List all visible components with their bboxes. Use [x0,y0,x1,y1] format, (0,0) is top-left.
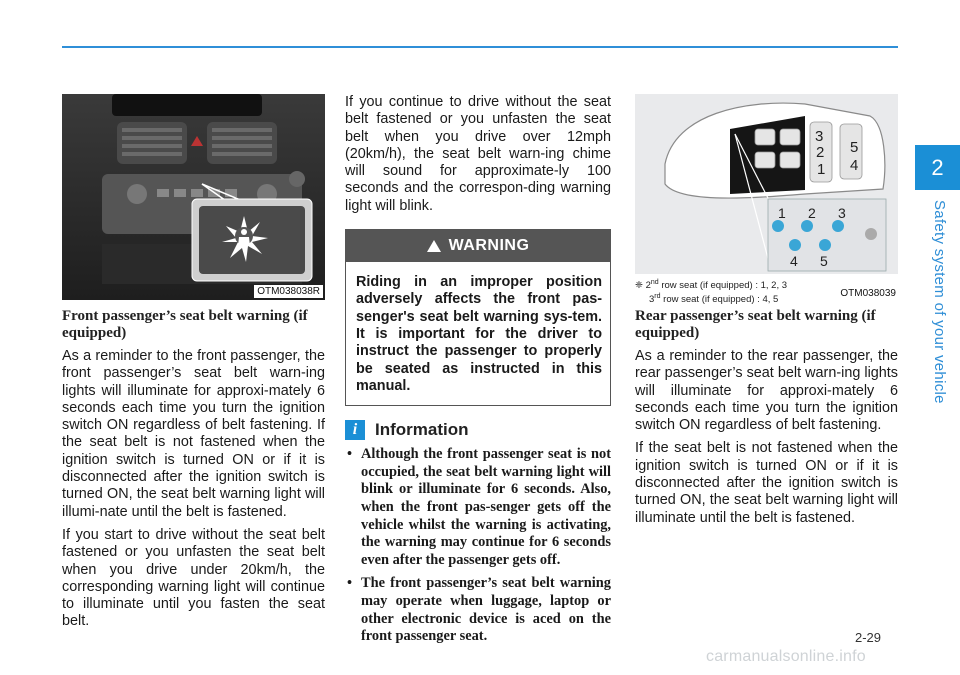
svg-text:2: 2 [816,144,825,161]
warning-box [345,229,611,406]
rear-passenger-heading: Rear passenger’s seat belt warning (if equipped) [635,308,876,341]
watermark: carmanualsonline.info [706,648,866,665]
information-header [345,420,611,440]
rear-figure-caption [635,277,787,305]
svg-text:1: 1 [817,161,826,178]
right-column [635,94,898,527]
information-list [345,446,611,646]
list-item: • Although the front passenger seat is not occupied, the seat belt warning light will blink or illuminate for 6 seconds. Also, when the front pas-senger gets off the vehicle whilst the warning is activating, the warning may continue for 6 seconds even after the passenger gets off. [345,446,611,569]
front-passenger-heading: Front passenger’s seat belt warning (if equipped) [62,308,308,341]
rear-seat-figure [635,94,898,306]
chapter-tab [915,145,960,190]
left-body [62,348,325,631]
middle-body [345,94,611,215]
caption-row-3: 3 [649,294,655,306]
svg-text:3: 3 [815,128,824,145]
dashboard-figure [62,94,325,300]
information-title: Information [375,420,469,440]
svg-text:2: 2 [808,205,816,221]
middle-column [345,94,611,652]
dashboard-illustration [62,94,325,300]
list-item: • The front passenger’s seat belt warning may operate when luggage, laptop or other electronic device is aced on the front passenger seat. [345,575,611,645]
info-icon: i [345,420,365,440]
svg-text:4: 4 [790,253,798,269]
right-paragraph-1: As a reminder to the rear passenger, the rear passenger’s seat belt warn-ing lights will illuminate for approxi-mately 6 seconds each time you turn the ignition switch ON regardless of belt fastening. [635,348,898,434]
svg-text:5: 5 [850,139,859,156]
svg-text:3: 3 [838,205,846,221]
caption-row-2: 2 [645,280,651,292]
caption-sup: nd [650,279,659,286]
caption-sup: rd [654,293,661,301]
svg-text:4: 4 [850,157,859,174]
chapter-title-text: Safety system of your vehicle [931,200,948,404]
caption-text: row seat (if equipped) : 1, 2, 3 [658,280,788,292]
left-paragraph-2: If you start to drive without the seat belt fastened or you unfasten the seat belt when you drive under 20km/h, the corresponding warning light will continue to illuminate until you fasten the seat belt. [62,526,325,630]
left-column [62,94,325,631]
figure-code: OTM038039 [840,288,896,299]
warning-title: WARNING [448,237,530,255]
left-paragraph-1: As a reminder to the front passenger, the front passenger’s seat belt warn-ing lights will illuminate for approxi-mately 6 seconds each time you turn the ignition switch ON regardless of belt fastening. If the seat belt is not fastened when the ignition switch is turned ON or if it is disconnected after the ignition switch is turned ON, the seat belt warning light will illumi-nate until the belt is fastened. [62,348,325,520]
warning-triangle-icon [427,240,441,252]
figure-code: OTM038038R [254,285,323,298]
middle-paragraph-1: If you continue to drive without the seat belt fastened or you unfasten the seat belt when you drive over 12mph (20km/h), the seat belt warn-ing chime will sound for approximate-ly 100 seconds and the correspon-ding warning light will blink. [345,94,611,214]
rear-seat-illustration [635,94,898,274]
warning-text: Riding in an improper position adversely affects the front pas-senger's seat belt warning sys-tem. It is important for the driver to instruct the passenger to properly be seated as instructed in this manual. [356,274,602,394]
svg-text:5: 5 [820,253,828,269]
right-body [635,348,898,527]
caption-mark: ❈ [635,280,643,292]
svg-text:1: 1 [778,205,786,221]
chapter-number: 2 [931,154,944,180]
warning-header [346,230,610,262]
right-paragraph-2: If the seat belt is not fastened when the ignition switch is turned ON or if it is disconnected after the ignition switch is turned ON, the seat belt warning light will illuminate until the belt is fastened. [635,440,898,526]
page-number: 2-29 [855,630,882,645]
header-rule [62,46,898,48]
caption-text: row seat (if equipped) : 4, 5 [660,294,779,306]
chapter-title [930,200,950,404]
